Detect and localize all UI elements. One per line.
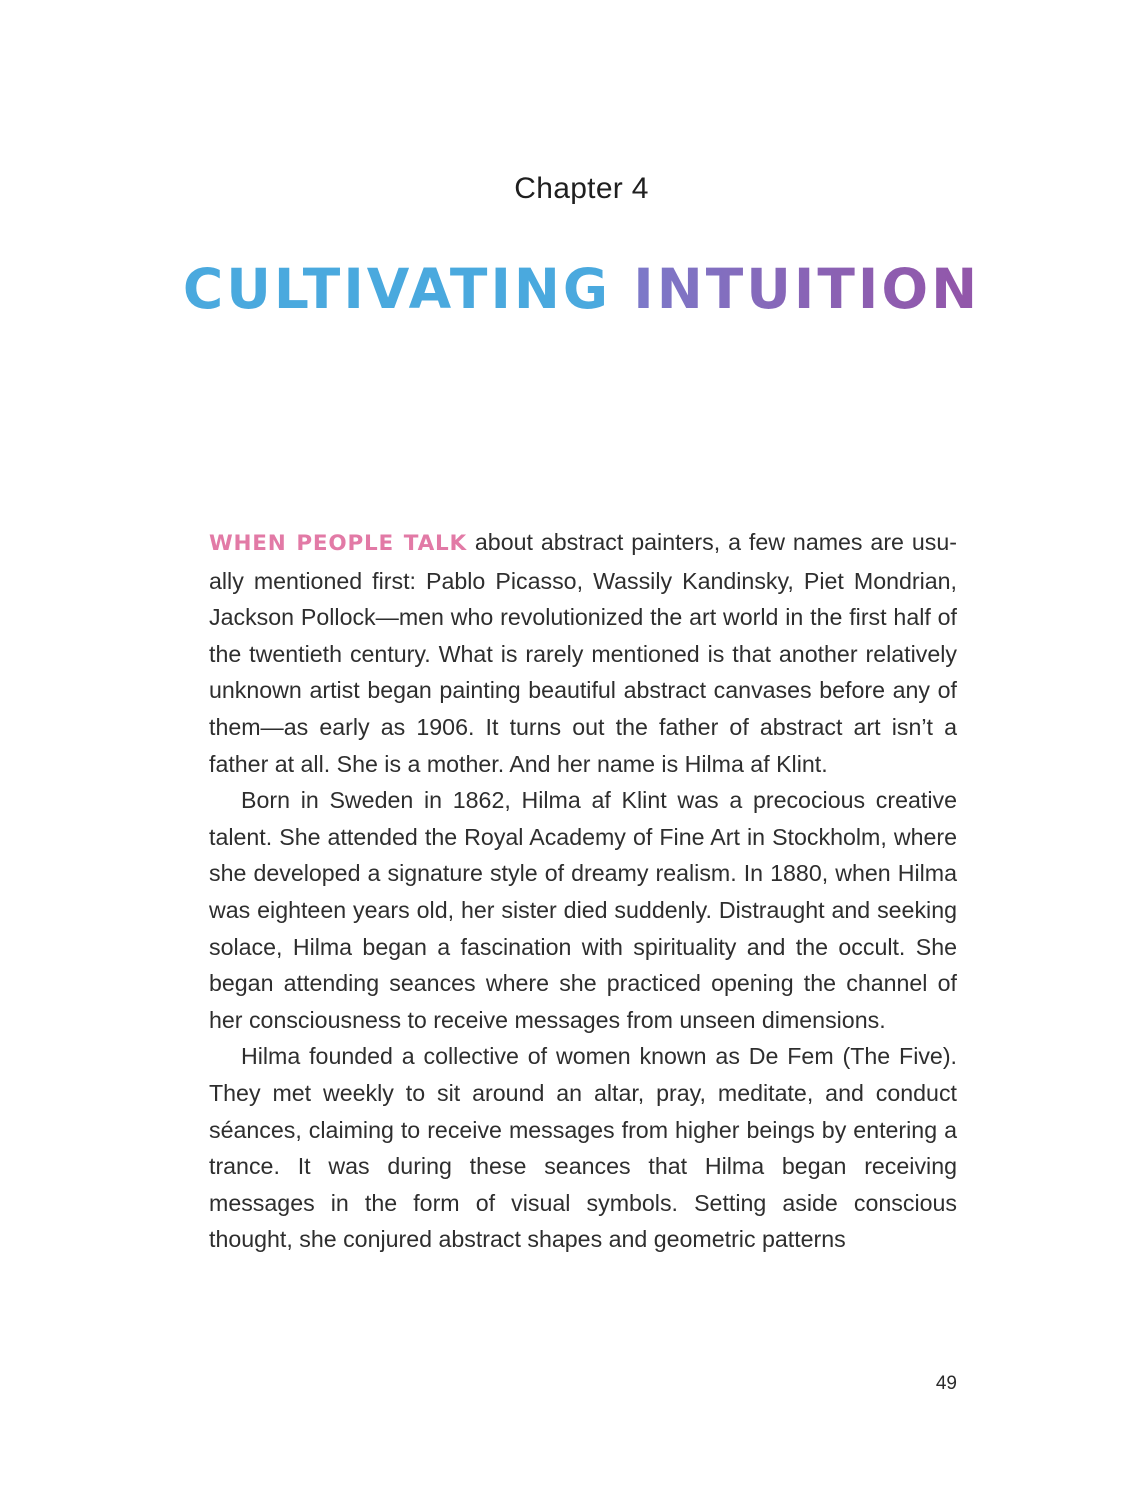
chapter-title-part1: CULTIVATING: [182, 257, 612, 321]
lead-in: WHEN PEOPLE TALK: [209, 531, 467, 556]
chapter-label: Chapter 4: [514, 172, 649, 205]
page-number: 49: [935, 1373, 957, 1394]
paragraph-3: Hilma founded a collective of women known as De Fem (The Five). They met weekly to sit around an altar, pray, meditate, and conduct séances, claiming to receive messages from higher beings by entering a trance. It was during these seances that Hilma began receiving messages in the form of visual symbols. Setting aside conscious thought, she conjured abstract shapes and geometric patterns: [209, 1043, 957, 1253]
chapter-title-part2: INTUITION: [633, 257, 981, 321]
chapter-title: [0, 257, 1125, 321]
paragraph-1: [209, 524, 957, 782]
paragraph-1-text: about abstract painters, a few names are usually mentioned first: Pablo Picasso, Wassily Kandinsky, Piet Mondrian, Jackson Pollock—men who revolutionized the art world in the first half of the twentieth century. What is rarely mentioned is that another relatively unknown artist began painting beautiful abstract canvases before any of them—as early as 1906. It turns out the father of abstract art isn’t a father at all. She is a mother. And her name is Hilma af Klint.: [209, 529, 957, 777]
paragraph-2: Born in Sweden in 1862, Hilma af Klint was a precocious creative talent. She attended the Royal Academy of Fine Art in Stockholm, where she developed a signature style of dreamy realism. In 1880, when Hilma was eighteen years old, her sister died suddenly. Distraught and seeking solace, Hilma began a fascination with spirituality and the occult. She began attending seances where she practiced opening the channel of her consciousness to receive messages from unseen dimensions.: [209, 787, 957, 1033]
body-text: [209, 524, 957, 1258]
